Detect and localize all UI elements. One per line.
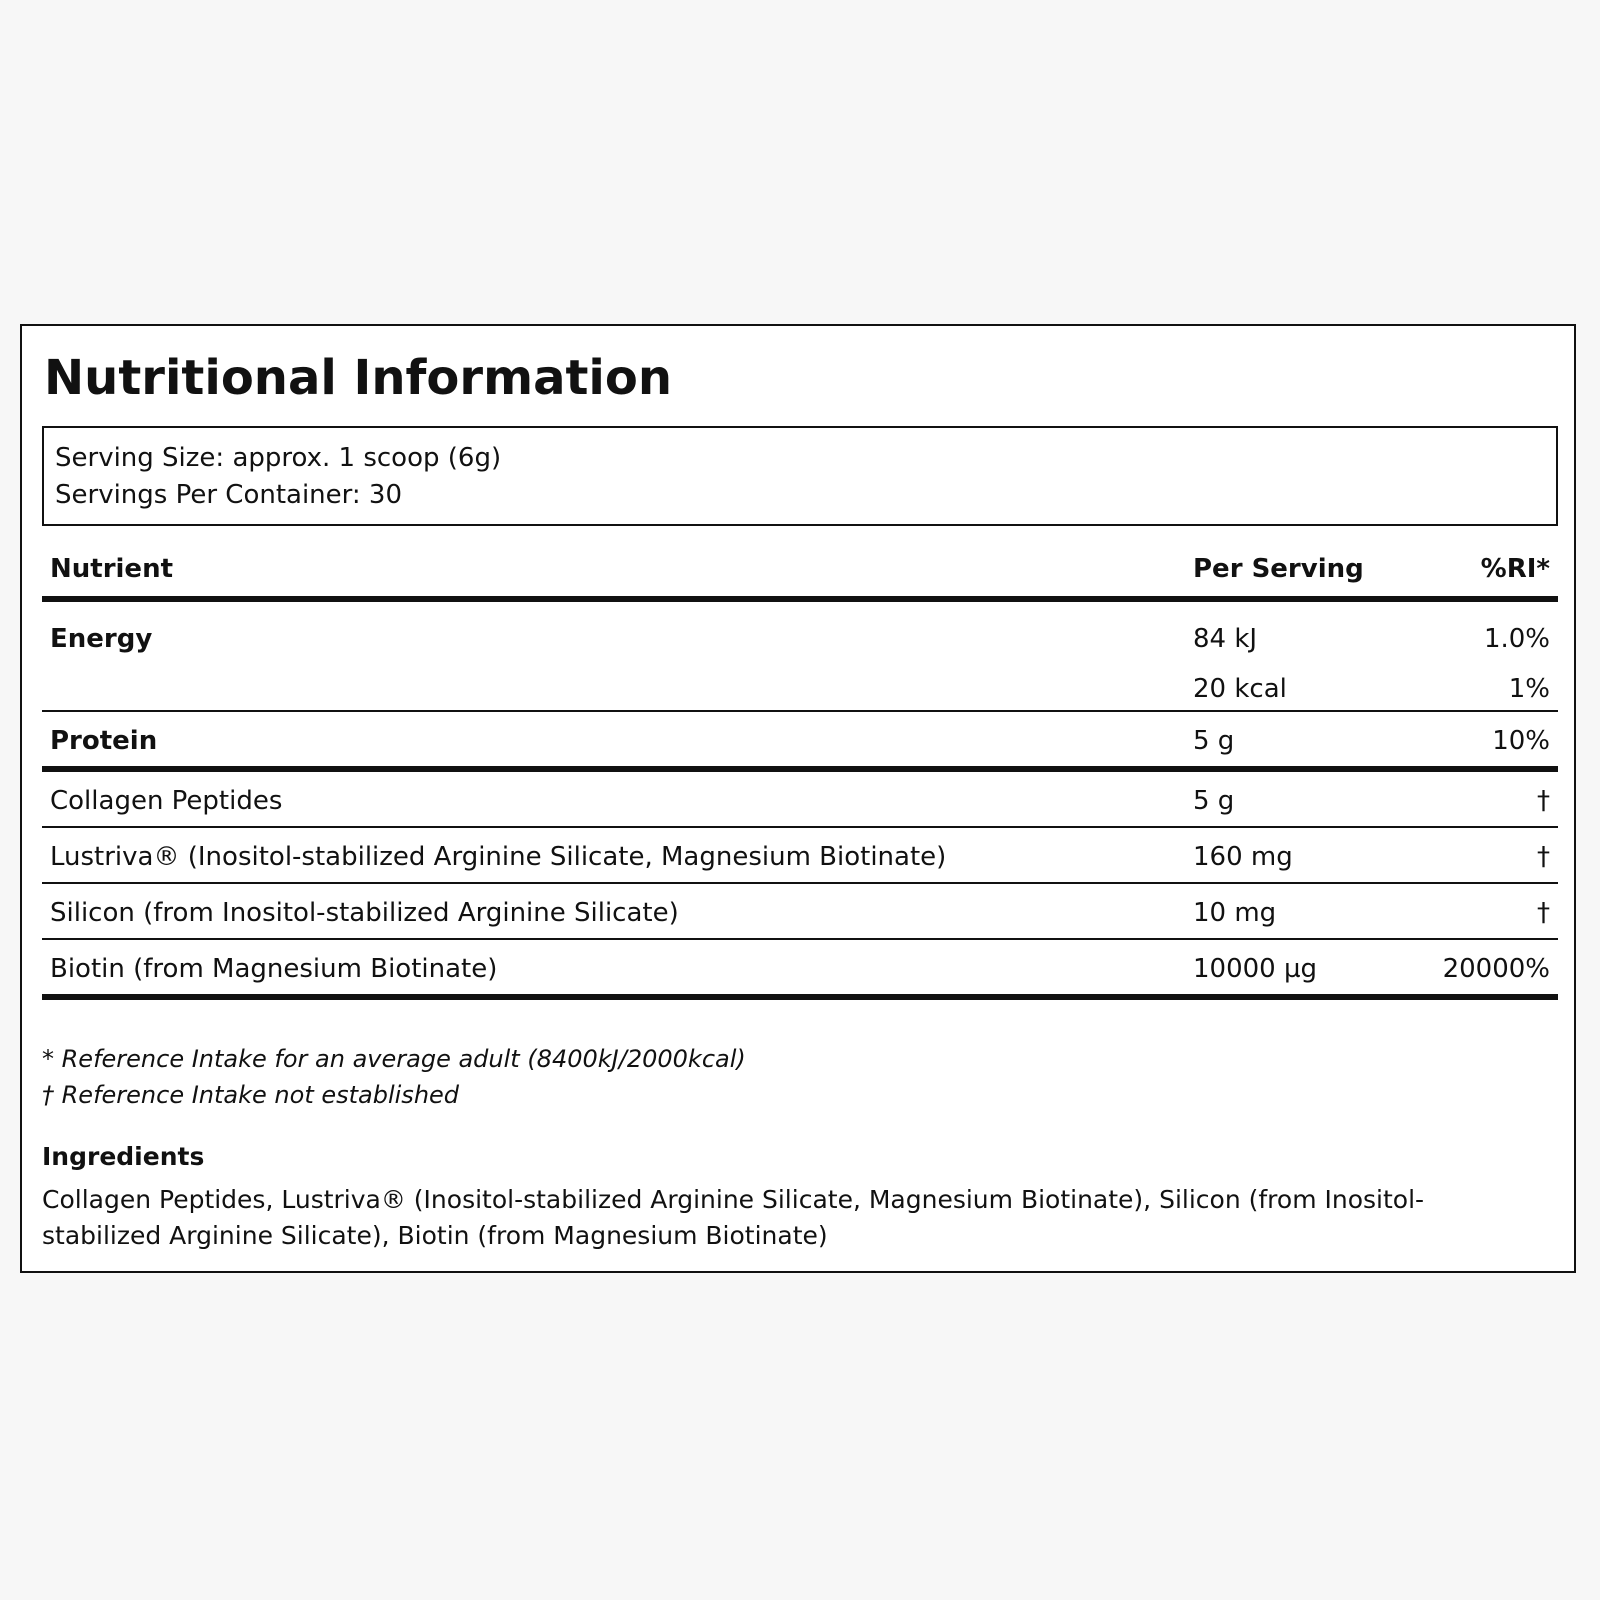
nutrient-amount: 10 mg: [1193, 898, 1277, 928]
table-row-energy-kj: [42, 602, 1558, 656]
protein-amount: 5 g: [1193, 726, 1235, 756]
energy-kcal-value: 20 kcal: [1193, 674, 1287, 704]
nutrition-table: [42, 538, 1558, 1000]
nutrition-panel: [20, 324, 1576, 1273]
nutrient-ri: †: [1537, 842, 1550, 872]
table-row-energy-kcal: [42, 656, 1558, 712]
nutrient-amount: 10000 µg: [1193, 954, 1318, 984]
table-row: [42, 772, 1558, 828]
table-row: [42, 828, 1558, 884]
footnote-reference-intake: * Reference Intake for an average adult (8400kJ/2000kcal): [42, 1045, 746, 1073]
header-ri: %RI*: [1480, 554, 1550, 584]
nutrient-name-protein: Protein: [50, 726, 158, 756]
table-header-row: [42, 538, 1558, 602]
header-per-serving: Per Serving: [1193, 554, 1364, 584]
header-nutrient: Nutrient: [50, 554, 174, 584]
footnotes: [42, 1041, 746, 1113]
energy-kj-value: 84 kJ: [1193, 624, 1258, 654]
nutrient-ri: 20000%: [1442, 954, 1550, 984]
nutrient-name-energy: Energy: [50, 624, 153, 654]
nutrient-amount: 5 g: [1193, 786, 1235, 816]
ingredients-title: Ingredients: [42, 1142, 205, 1171]
serving-info-box: [42, 426, 1558, 526]
ingredients-text: Collagen Peptides, Lustriva® (Inositol-stabilized Arginine Silicate, Magnesium Biotinate), Silicon (from Inositol-stabilized Arginine Silicate), Biotin (from Magnesium Biotinate): [42, 1185, 1425, 1250]
nutrient-name: Biotin (from Magnesium Biotinate): [50, 954, 498, 984]
servings-per-container: Servings Per Container: 30: [55, 480, 403, 510]
nutrient-ri: †: [1537, 898, 1550, 928]
table-row: [42, 884, 1558, 940]
protein-ri: 10%: [1492, 726, 1550, 756]
nutrient-name: Collagen Peptides: [50, 786, 283, 816]
nutrient-amount: 160 mg: [1193, 842, 1293, 872]
page-title: Nutritional Information: [44, 350, 673, 406]
table-row-protein: [42, 712, 1558, 772]
serving-size: Serving Size: approx. 1 scoop (6g): [55, 443, 502, 473]
footnote-not-established: † Reference Intake not established: [42, 1081, 460, 1109]
energy-kj-ri: 1.0%: [1483, 624, 1550, 654]
energy-kcal-ri: 1%: [1508, 674, 1550, 704]
table-row: [42, 940, 1558, 1000]
nutrient-ri: †: [1537, 786, 1550, 816]
nutrient-name: Lustriva® (Inositol-stabilized Arginine Silicate, Magnesium Biotinate): [50, 842, 947, 872]
nutrient-name: Silicon (from Inositol-stabilized Arginine Silicate): [50, 898, 679, 928]
